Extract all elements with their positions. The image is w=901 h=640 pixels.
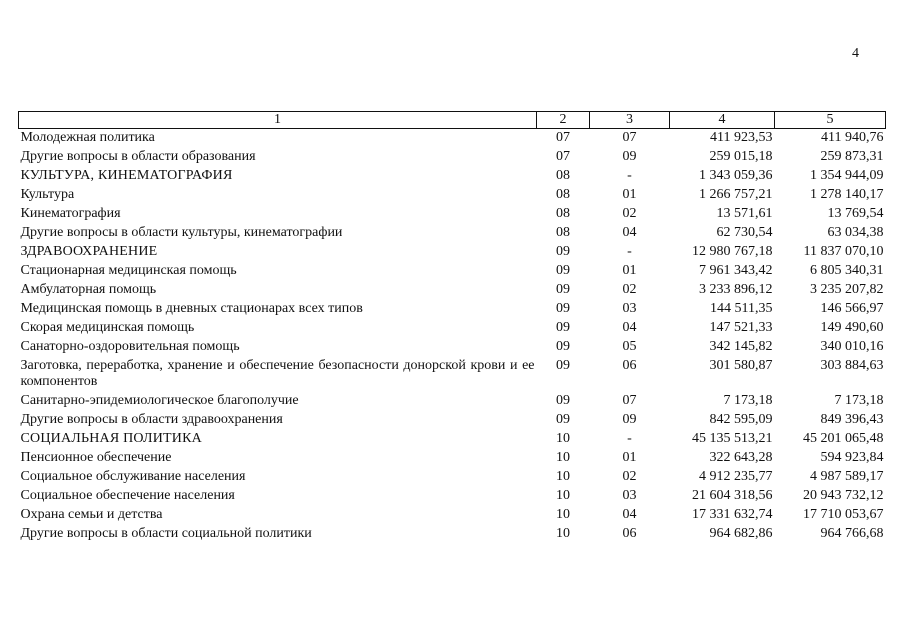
row-value-2: 964 766,68 <box>820 526 884 541</box>
row-section-code: 08 <box>556 206 570 221</box>
table-row <box>19 281 886 300</box>
row-name: Другие вопросы в области культуры, кинематографии <box>20 225 343 240</box>
column-header-value-1: 4 <box>670 112 775 129</box>
row-subsection-code: 04 <box>622 225 637 240</box>
row-subsection-code: 02 <box>622 282 637 297</box>
row-value-2: 594 923,84 <box>820 450 884 465</box>
row-section-code: 09 <box>556 301 570 316</box>
table-row <box>19 430 886 449</box>
table-row <box>19 392 886 411</box>
row-section-code: 08 <box>556 187 570 202</box>
table-row <box>19 357 886 392</box>
row-value-2: 13 769,54 <box>827 206 884 221</box>
row-value-2: 303 884,63 <box>820 358 884 373</box>
row-name: Стационарная медицинская помощь <box>20 263 237 278</box>
row-subsection-code: 03 <box>622 301 637 316</box>
row-subsection-code: 07 <box>622 393 637 408</box>
row-value-1: 144 511,35 <box>710 301 773 316</box>
row-name: Санитарно-эпидемиологическое благополучие <box>20 393 299 408</box>
row-name: Амбулаторная помощь <box>20 282 157 297</box>
table-row <box>19 205 886 224</box>
table-row <box>19 525 886 544</box>
row-section-code: 10 <box>556 450 570 465</box>
row-value-1: 301 580,87 <box>709 358 773 373</box>
row-value-2: 149 490,60 <box>820 320 884 335</box>
row-value-1: 7 961 343,42 <box>699 263 773 278</box>
row-name: Кинематография <box>20 206 121 221</box>
row-subsection-code: 04 <box>622 507 637 522</box>
row-subsection-code: 07 <box>622 130 637 145</box>
row-value-1: 62 730,54 <box>716 225 773 240</box>
row-value-2: 20 943 732,12 <box>803 488 884 503</box>
row-value-1: 964 682,86 <box>709 526 773 541</box>
row-value-2: 1 354 944,09 <box>810 168 884 183</box>
row-name: КУЛЬТУРА, КИНЕМАТОГРАФИЯ <box>20 168 233 183</box>
table-row <box>19 148 886 167</box>
row-value-1: 322 643,28 <box>709 450 773 465</box>
table-row <box>19 262 886 281</box>
row-value-2: 411 940,76 <box>821 130 884 145</box>
table-row <box>19 506 886 525</box>
row-name: Другие вопросы в области образования <box>20 149 256 164</box>
row-value-2: 3 235 207,82 <box>810 282 884 297</box>
row-name: Социальное обеспечение населения <box>20 488 235 503</box>
row-name: Другие вопросы в области здравоохранения <box>20 412 283 427</box>
row-subsection-code: 09 <box>622 412 637 427</box>
row-subsection-code: - <box>627 244 632 259</box>
table-row <box>19 338 886 357</box>
table-row <box>19 468 886 487</box>
row-subsection-code: 03 <box>622 488 637 503</box>
row-name: Пенсионное обеспечение <box>20 450 172 465</box>
row-subsection-code: 02 <box>622 206 637 221</box>
row-section-code: 10 <box>556 507 570 522</box>
row-subsection-code: 04 <box>622 320 637 335</box>
table-row <box>19 449 886 468</box>
row-value-1: 4 912 235,77 <box>699 469 773 484</box>
row-section-code: 09 <box>556 244 570 259</box>
row-subsection-code: 01 <box>622 187 637 202</box>
row-value-2: 1 278 140,17 <box>810 187 884 202</box>
column-header-subsection: 3 <box>590 112 670 129</box>
row-section-code: 07 <box>556 130 570 145</box>
row-value-1: 1 343 059,36 <box>699 168 773 183</box>
row-name: ЗДРАВООХРАНЕНИЕ <box>20 244 158 259</box>
row-subsection-code: 09 <box>622 149 637 164</box>
page-number: 4 <box>852 46 859 61</box>
row-value-1: 1 266 757,21 <box>699 187 773 202</box>
row-name: Медицинская помощь в дневных стационарах всех типов <box>20 301 363 316</box>
column-header-value-2: 5 <box>775 112 886 129</box>
row-value-2: 259 873,31 <box>820 149 884 164</box>
table-body <box>19 129 886 545</box>
row-section-code: 10 <box>556 488 570 503</box>
row-section-code: 09 <box>556 393 570 408</box>
row-value-1: 45 135 513,21 <box>692 431 773 446</box>
row-name: Социальное обслуживание населения <box>20 469 246 484</box>
row-name: Другие вопросы в области социальной политики <box>20 526 312 541</box>
row-name: Скорая медицинская помощь <box>20 320 195 335</box>
table-row <box>19 186 886 205</box>
row-value-1: 342 145,82 <box>709 339 773 354</box>
row-section-code: 08 <box>556 225 570 240</box>
row-section-code: 09 <box>556 320 570 335</box>
table-row <box>19 129 886 149</box>
column-header-section: 2 <box>537 112 590 129</box>
row-value-2: 17 710 053,67 <box>803 507 884 522</box>
row-name: Охрана семьи и детства <box>20 507 163 522</box>
row-value-2: 6 805 340,31 <box>810 263 884 278</box>
table-row <box>19 411 886 430</box>
row-name: Санаторно-оздоровительная помощь <box>20 339 240 354</box>
row-section-code: 10 <box>556 526 570 541</box>
budget-table <box>18 111 886 544</box>
row-value-1: 21 604 318,56 <box>692 488 773 503</box>
row-value-2: 45 201 065,48 <box>803 431 884 446</box>
row-section-code: 09 <box>556 263 570 278</box>
row-subsection-code: 02 <box>622 469 637 484</box>
row-subsection-code: - <box>627 431 632 446</box>
row-name: СОЦИАЛЬНАЯ ПОЛИТИКА <box>20 431 202 446</box>
row-section-code: 09 <box>556 339 570 354</box>
row-value-2: 7 173,18 <box>834 393 884 408</box>
column-header-name: 1 <box>19 112 537 129</box>
row-section-code: 10 <box>556 469 570 484</box>
row-subsection-code: 06 <box>622 526 637 541</box>
row-section-code: 10 <box>556 431 570 446</box>
row-value-2: 146 566,97 <box>820 301 884 316</box>
row-section-code: 09 <box>556 358 570 373</box>
row-name: Культура <box>20 187 75 202</box>
row-value-2: 849 396,43 <box>820 412 884 427</box>
table-row <box>19 487 886 506</box>
row-value-2: 63 034,38 <box>827 225 884 240</box>
row-section-code: 09 <box>556 412 570 427</box>
row-name: Молодежная политика <box>20 130 155 145</box>
table-row <box>19 319 886 338</box>
row-subsection-code: 01 <box>622 450 637 465</box>
row-value-1: 13 571,61 <box>716 206 773 221</box>
row-section-code: 08 <box>556 168 570 183</box>
row-name: Заготовка, переработка, хранение и обеспечение безопасности донорской крови и ее компонентов <box>20 358 535 389</box>
row-value-1: 411 923,53 <box>710 130 773 145</box>
row-value-1: 842 595,09 <box>709 412 773 427</box>
row-value-2: 11 837 070,10 <box>803 244 884 259</box>
table-row <box>19 224 886 243</box>
row-value-1: 259 015,18 <box>709 149 773 164</box>
row-value-1: 147 521,33 <box>709 320 773 335</box>
row-subsection-code: 05 <box>622 339 637 354</box>
row-value-1: 12 980 767,18 <box>692 244 773 259</box>
table-row <box>19 300 886 319</box>
table-header-row <box>19 112 886 129</box>
row-value-1: 7 173,18 <box>723 393 773 408</box>
row-section-code: 07 <box>556 149 570 164</box>
row-value-2: 340 010,16 <box>820 339 884 354</box>
table-row <box>19 243 886 262</box>
row-value-2: 4 987 589,17 <box>810 469 884 484</box>
row-subsection-code: 06 <box>622 358 637 373</box>
table-row <box>19 167 886 186</box>
row-subsection-code: - <box>627 168 632 183</box>
row-section-code: 09 <box>556 282 570 297</box>
row-subsection-code: 01 <box>622 263 637 278</box>
row-value-1: 17 331 632,74 <box>692 507 773 522</box>
row-value-1: 3 233 896,12 <box>699 282 773 297</box>
